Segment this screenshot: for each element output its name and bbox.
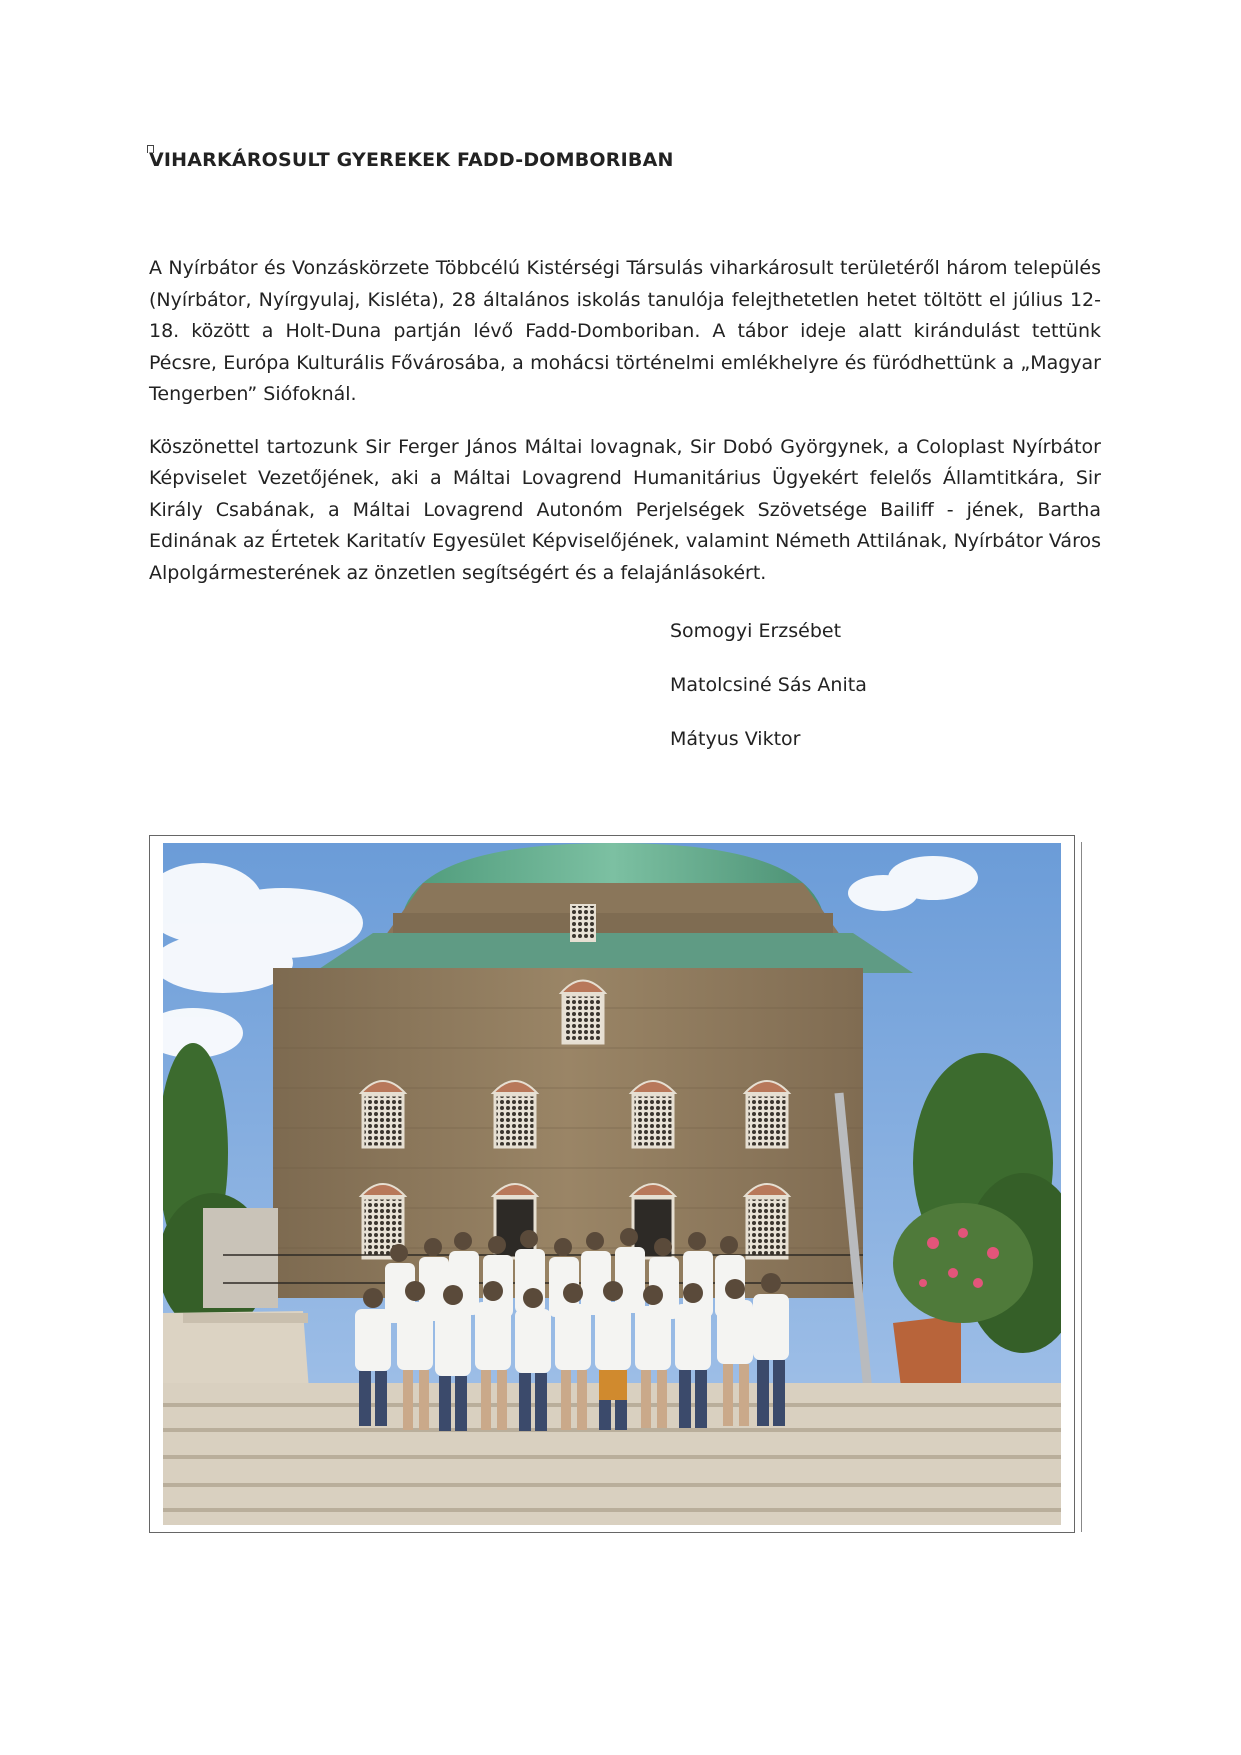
signature-1: Somogyi Erzsébet <box>670 620 842 642</box>
group-photo <box>163 843 1061 1525</box>
paragraph-2: Köszönettel tartozunk Sir Ferger János Máltai lovagnak, Sir Dobó Györgynek, a Coloplast Nyírbátor Képviselet Vezetőjének, aki a Máltai Lovagrend Humanitárius Ügyekért felelős Államtitkára, Sir Király Csabának, a Máltai Lovagrend Autonóm Perjelségek Szövetsége Bailiff - jének, Bartha Edinának az Értetek Karitatív Egyesület Képviselőjének, valamint Németh Attilának, Nyírbátor Város Alpolgármesterének az önzetlen segítségért és a felajánlásokért. <box>149 435 1101 584</box>
steps <box>163 1383 1061 1525</box>
page-title <box>149 149 674 171</box>
signature-2: Matolcsiné Sás Anita <box>670 674 867 696</box>
mosque-group-photo-image <box>163 843 1061 1525</box>
cornice <box>313 933 913 973</box>
signature-list <box>670 620 867 782</box>
signature-3: Mátyus Viktor <box>670 728 801 750</box>
paragraph-1: A Nyírbátor és Vonzáskörzete Többcélú Kistérségi Társulás viharkárosult területéről három település (Nyírbátor, Nyírgyulaj, Kisléta), 28 általános iskolás tanulója felejthetetlen hetet töltött el július 12-18. között a Holt-Duna partján lévő Fadd-Domboriban. A tábor ideje alatt kirándulást tettünk Pécsre, Európa Kulturális Fővárosába, a mohácsi történelmi emlékhelyre és füródhettünk a „Magyar Tengerben” Siófoknál. <box>149 257 1101 405</box>
article-body <box>149 253 1101 610</box>
photo-frame <box>149 835 1075 1533</box>
page-title-text: VIHARKÁROSULT GYEREKEK FADD-DOMBORIBAN <box>149 149 674 171</box>
title-mark-icon <box>147 145 154 153</box>
